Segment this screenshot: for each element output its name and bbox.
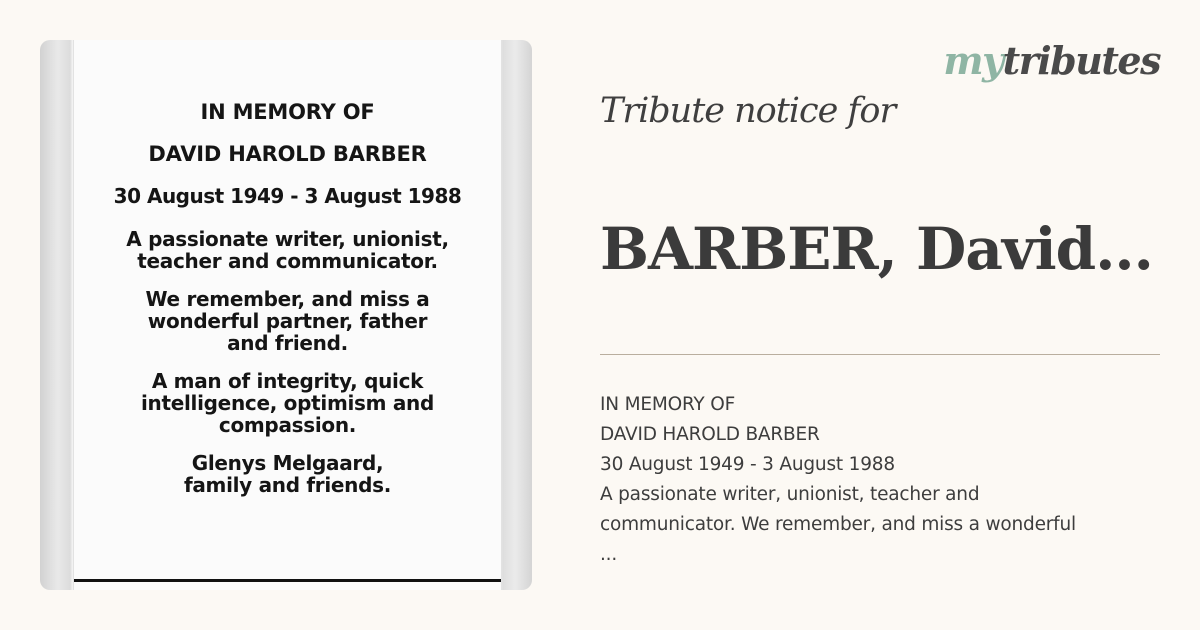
notice-line: compassion. bbox=[218, 413, 357, 437]
mytributes-logo bbox=[943, 38, 1160, 84]
logo-my: my bbox=[943, 38, 1003, 83]
excerpt-line: 30 August 1949 - 3 August 1988 bbox=[600, 454, 895, 475]
notice-line: teacher and communicator. bbox=[137, 249, 438, 273]
excerpt-line: DAVID HAROLD BARBER bbox=[600, 424, 820, 445]
page-subtitle: Tribute notice for bbox=[600, 91, 896, 131]
logo-tributes: tributes bbox=[1002, 38, 1160, 83]
notice-line: family and friends. bbox=[183, 473, 392, 497]
notice-line: wonderful partner, father bbox=[147, 309, 428, 333]
notice-heading: IN MEMORY OF bbox=[200, 100, 375, 124]
notice-excerpt bbox=[600, 390, 1180, 570]
notice-line: intelligence, optimism and bbox=[140, 391, 434, 415]
excerpt-line: ... bbox=[600, 544, 618, 565]
notice-paragraph bbox=[74, 228, 501, 272]
notice-line: A man of integrity, quick bbox=[151, 369, 424, 393]
page-title: BARBER, David... bbox=[600, 215, 1153, 283]
notice-bottom-rule bbox=[74, 579, 501, 582]
notice-paper bbox=[73, 40, 502, 590]
excerpt-line: A passionate writer, unionist, teacher and bbox=[600, 484, 980, 505]
excerpt-line: communicator. We remember, and miss a wonderful bbox=[600, 514, 1076, 535]
notice-line: Glenys Melgaard, bbox=[191, 451, 384, 475]
notice-text bbox=[74, 98, 501, 496]
notice-name: DAVID HAROLD BARBER bbox=[148, 142, 427, 166]
notice-paragraph bbox=[74, 288, 501, 354]
excerpt-line: IN MEMORY OF bbox=[600, 394, 736, 415]
tribute-notice-image bbox=[40, 40, 532, 590]
notice-paragraph bbox=[74, 370, 501, 436]
divider bbox=[600, 354, 1160, 355]
notice-line: We remember, and miss a bbox=[145, 287, 430, 311]
notice-line: A passionate writer, unionist, bbox=[126, 227, 449, 251]
notice-line: and friend. bbox=[227, 331, 348, 355]
notice-dates: 30 August 1949 - 3 August 1988 bbox=[113, 184, 462, 208]
notice-paragraph bbox=[74, 452, 501, 496]
